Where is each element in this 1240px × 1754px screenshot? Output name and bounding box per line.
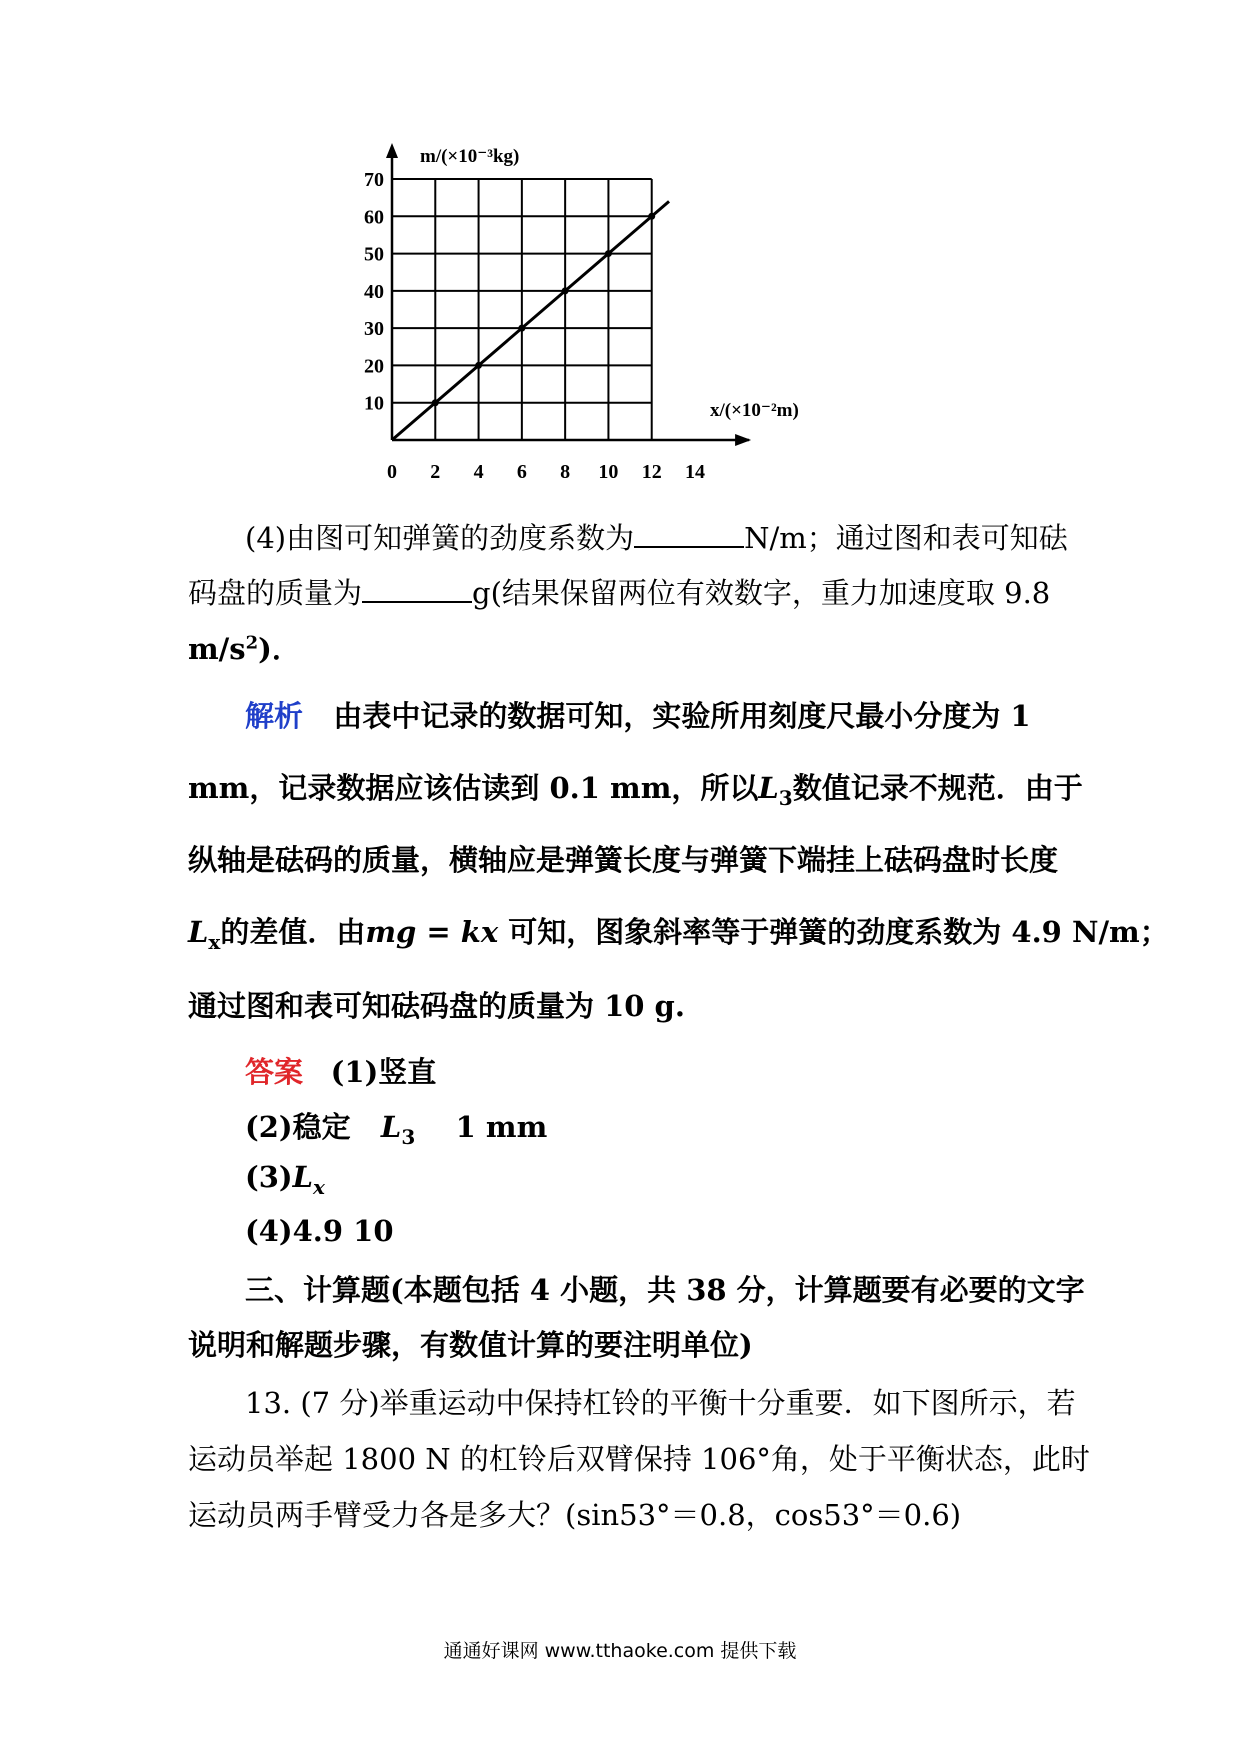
answer-2b: 1 mm: [455, 1110, 548, 1144]
q13-text-1: 13. (7 分)举重运动中保持杠铃的平衡十分重要．如下图所示，若: [245, 1386, 1076, 1420]
answer-line-3: [245, 1160, 325, 1199]
analysis-text-2b: 数值记录不规范．由于: [792, 771, 1083, 805]
section3-line-2: [188, 1323, 753, 1364]
analysis-text-2a: mm，记录数据应该估读到 0.1 mm，所以: [188, 771, 759, 805]
x-tick-label: 8: [560, 461, 571, 483]
data-point: [562, 287, 569, 294]
analysis-text-1: 由表中记录的数据可知，实验所用刻度尺最小分度为 1: [333, 699, 1031, 733]
q4-line-2: [188, 571, 1050, 612]
analysis-label: 解析: [245, 699, 304, 733]
x-tick-label: 10: [598, 461, 619, 483]
analysis-line-1: [245, 694, 1031, 735]
y-tick-label: 10: [364, 392, 384, 415]
q13-text-3: 运动员两手臂受力各是多大？(sin53°＝0.8，cos53°＝0.6): [188, 1498, 962, 1532]
answer-blank-2[interactable]: [362, 577, 472, 603]
x-axis-arrow: [735, 434, 751, 446]
q4-text-3a: m/s: [188, 632, 246, 666]
answer-line-2: [245, 1105, 547, 1149]
q4-text-2b: g(结果保留两位有效数字，重力加速度取 9.8: [472, 576, 1051, 610]
var-l: L: [758, 771, 779, 805]
y-axis-arrow: [386, 143, 398, 158]
data-point: [475, 362, 482, 369]
answer-1: (1)竖直: [330, 1055, 437, 1089]
answer-3a: (3): [245, 1160, 293, 1194]
section3-text-2: 说明和解题步骤，有数值计算的要注明单位): [188, 1328, 753, 1362]
analysis-text-4b: 可知，图象斜率等于弹簧的劲度系数为 4.9 N/m；: [508, 915, 1169, 949]
y-tick-label: 60: [364, 206, 384, 229]
q4-text-3b: )．: [258, 632, 301, 666]
y-tick-label: 70: [364, 169, 384, 191]
analysis-line-3: [188, 838, 1058, 879]
chart: [364, 140, 900, 510]
q13-text-2: 运动员举起 1800 N 的杠铃后双臂保持 106°角，处于平衡状态，此时: [188, 1442, 1090, 1476]
answer-2a: (2)稳定: [245, 1110, 351, 1144]
analysis-line-2: [188, 766, 1083, 810]
x-tick-label: 2: [430, 461, 441, 483]
x-tick-label: 6: [516, 461, 527, 483]
y-tick-label: 40: [364, 280, 384, 303]
analysis-text-5: 通过图和表可知砝码盘的质量为 10 g.: [188, 989, 685, 1023]
data-point: [518, 325, 525, 332]
q4-line-3: [188, 627, 301, 668]
data-point: [648, 213, 655, 220]
x-tick-label: 4: [473, 461, 484, 483]
y-axis-label: m/(×10⁻³kg): [420, 146, 520, 167]
var-l: L: [188, 915, 209, 949]
analysis-line-4: [188, 910, 1169, 954]
answer-label: 答案: [245, 1055, 304, 1089]
var-sub: 3: [778, 785, 793, 810]
y-tick-label: 50: [364, 243, 384, 266]
var-sub: x: [208, 929, 221, 954]
mass-extension-graph: [364, 140, 900, 510]
data-point: [432, 399, 439, 406]
q13-line-3: [188, 1493, 961, 1534]
analysis-line-5: [188, 984, 685, 1025]
answer-4: (4)4.9 10: [245, 1214, 394, 1248]
x-axis-label: x/(×10⁻²m): [710, 400, 799, 421]
section3-text-1: 三、计算题(本题包括 4 小题，共 38 分，计算题要有必要的文字: [245, 1273, 1085, 1307]
answer-line-1: [245, 1050, 436, 1091]
var-l: L: [380, 1110, 402, 1144]
var-sub: 3: [401, 1124, 416, 1149]
answer-line-4: [245, 1214, 394, 1248]
var-sub: x: [313, 1174, 325, 1199]
section3-line-1: [245, 1268, 1085, 1309]
x-tick-label: 0: [387, 461, 397, 483]
footer: 通通好课网 www.tthaoke.com 提供下载: [443, 1640, 797, 1662]
equation: mg = kx: [365, 915, 499, 949]
x-tick-label: 12: [641, 461, 662, 483]
answer-blank-1[interactable]: [634, 522, 744, 548]
data-point: [605, 250, 612, 257]
q4-text-1a: (4)由图可知弹簧的劲度系数为: [245, 521, 635, 555]
q13-line-2: [188, 1437, 1090, 1478]
y-tick-label: 30: [364, 318, 384, 341]
x-tick-label: 14: [685, 461, 705, 483]
q4-text-1b: N/m；通过图和表可知砝: [744, 521, 1068, 555]
q4-line-1: [245, 516, 1068, 557]
q4-exponent: 2: [245, 632, 259, 654]
q4-text-2a: 码盘的质量为: [188, 576, 363, 610]
analysis-text-4a: 的差值．由: [220, 915, 366, 949]
q13-line-1: [245, 1381, 1076, 1422]
analysis-text-3: 纵轴是砝码的质量，横轴应是弹簧长度与弹簧下端挂上砝码盘时长度: [188, 843, 1059, 877]
var-l: L: [292, 1160, 314, 1194]
y-tick-label: 20: [364, 355, 384, 378]
